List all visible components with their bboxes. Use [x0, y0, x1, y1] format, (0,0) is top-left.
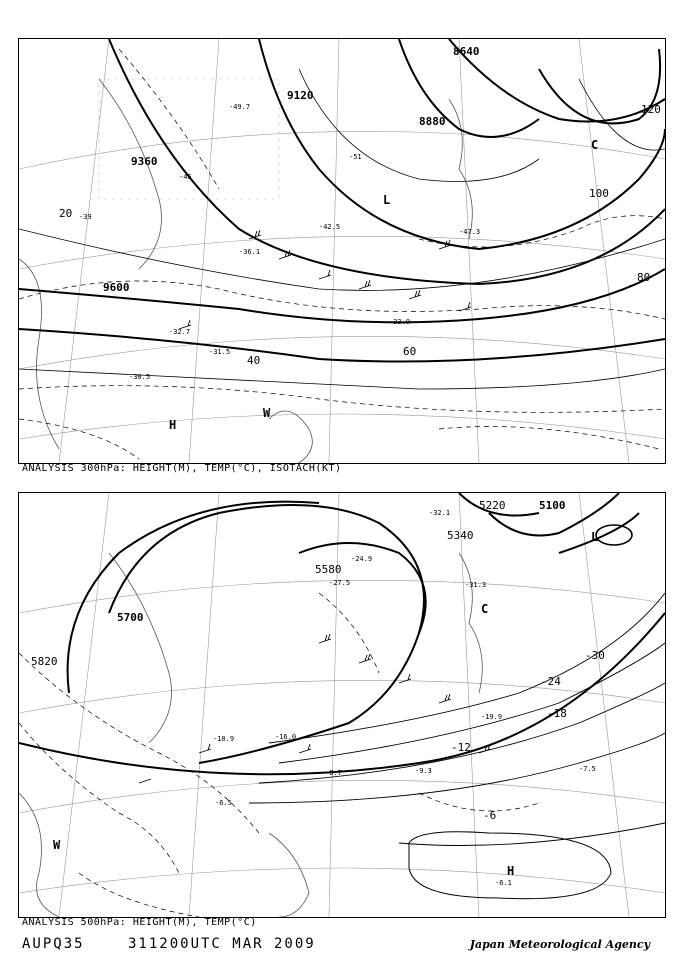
height-label-5700: 5700: [117, 611, 144, 624]
temp-label: -51: [349, 153, 362, 161]
station-label: -7.5: [579, 765, 596, 773]
isotherm-label-minus24: -24: [541, 675, 561, 688]
station-label: -6.5: [215, 799, 232, 807]
isotachs: [19, 69, 665, 389]
height-label-5100: 5100: [539, 499, 566, 512]
station-label: -31.3: [465, 581, 487, 589]
isotherm-label-minus12: -12: [451, 741, 471, 754]
temp-label: -32.7: [169, 328, 191, 336]
coastline: [19, 79, 472, 463]
station-label: -24.9: [351, 555, 373, 563]
station-label: -19.9: [481, 713, 503, 721]
caption-300hpa: ANALYSIS 300hPa: HEIGHT(M), TEMP(°C), ISOTACH(KT): [22, 463, 342, 474]
center-high: H: [507, 864, 515, 878]
height-label-9120: 9120: [287, 89, 314, 102]
height-label-8880: 8880: [419, 115, 446, 128]
map-500hpa: [19, 493, 665, 917]
isotherm-label-minus18: -18: [547, 707, 567, 720]
height-label-5820: 5820: [31, 655, 58, 668]
station-label-group: [213, 509, 599, 887]
isotach-label-100: 100: [589, 187, 609, 200]
wind-barbs: [179, 230, 471, 329]
isotach-label-80: 80: [637, 271, 651, 284]
isotach-label-120: 120: [641, 103, 661, 116]
temp-label: -49.7: [229, 103, 251, 111]
chart-300hpa: [18, 38, 666, 464]
isotach-label-60: 60: [403, 345, 417, 358]
temp-label: -39: [79, 213, 92, 221]
station-label: -32.1: [429, 509, 451, 517]
station-label: -8.7: [325, 769, 342, 777]
isotach-label-group: [59, 103, 661, 367]
height-label-group: [103, 45, 480, 294]
temp-label: -47.3: [459, 228, 481, 236]
temp-label: -42.5: [319, 223, 341, 231]
temp-label: -31.5: [209, 348, 231, 356]
center-high: H: [169, 418, 177, 432]
map-300hpa: [19, 39, 665, 463]
center-warm: W: [263, 406, 271, 420]
center-marker-group: [169, 138, 598, 432]
isotach-label-20: 20: [59, 207, 73, 220]
low-closed-contour: [596, 525, 632, 545]
height-contours: [19, 39, 665, 362]
center-low: L: [591, 530, 599, 544]
isotherms: [19, 49, 665, 459]
station-label: -9.3: [415, 767, 432, 775]
height-label-5340: 5340: [447, 529, 474, 542]
center-warm: W: [53, 838, 61, 852]
center-cold: C: [481, 602, 489, 616]
height-label-8640: 8640: [453, 45, 480, 58]
center-marker-group: [53, 530, 598, 878]
chart-500hpa: [18, 492, 666, 918]
isotherm-label-group: [451, 649, 605, 822]
isotherms: [249, 593, 665, 846]
isotherm-label-minus30: -30: [585, 649, 605, 662]
temp-label: -30.5: [129, 373, 151, 381]
height-label-5580: 5580: [315, 563, 342, 576]
center-cold: C: [591, 138, 599, 152]
center-low: L: [383, 193, 391, 207]
height-label-5220: 5220: [479, 499, 506, 512]
station-label: -27.5: [329, 579, 351, 587]
product-code: AUPQ35: [22, 936, 85, 952]
isotach-label-40: 40: [247, 354, 261, 367]
coastline: [19, 553, 482, 917]
caption-500hpa: ANALYSIS 500hPa: HEIGHT(M), TEMP(°C): [22, 917, 257, 928]
valid-time: 311200UTC MAR 2009: [128, 936, 316, 952]
station-label: -10.9: [213, 735, 235, 743]
agency-credit: Japan Meteorological Agency: [469, 938, 650, 951]
temp-label: -45: [179, 173, 192, 181]
height-label-9600: 9600: [103, 281, 130, 294]
isotherm-label-minus6: -6: [483, 809, 497, 822]
height-label-9360: 9360: [131, 155, 158, 168]
jet-hatch: [99, 79, 279, 199]
station-label: -6.1: [495, 879, 512, 887]
temp-label: -33.9: [389, 318, 411, 326]
temp-label: -36.1: [239, 248, 261, 256]
station-label: -16.0: [275, 733, 297, 741]
height-label-thin-group: [31, 499, 506, 668]
